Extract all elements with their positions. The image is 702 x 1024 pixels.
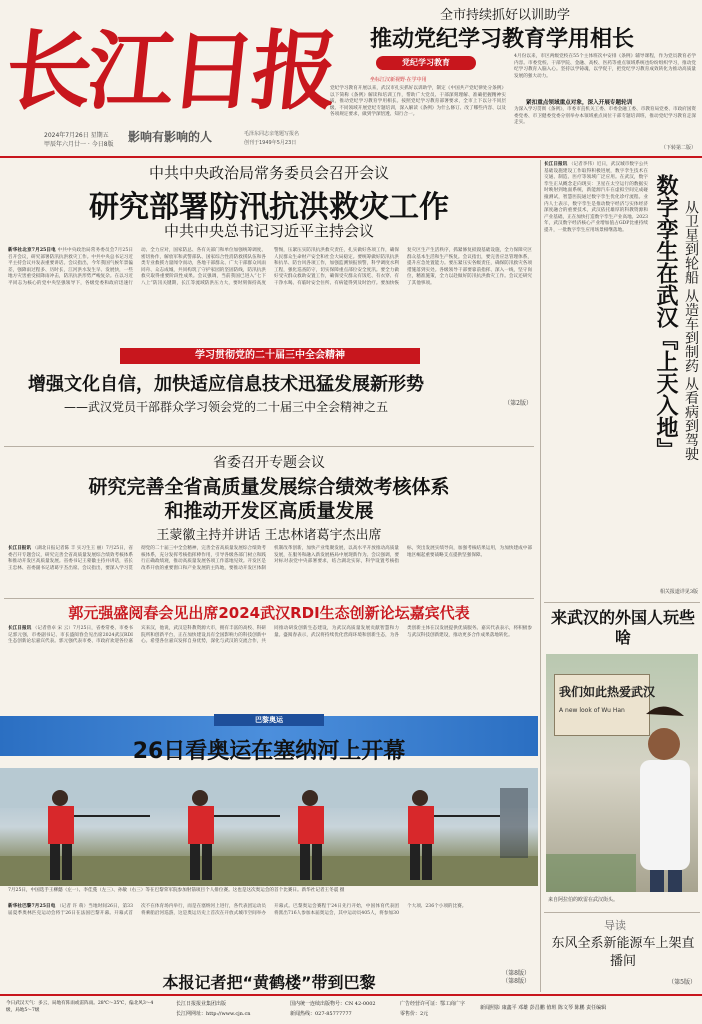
bottom-headline: 本报记者把“黄鹤楼”带到巴黎 xyxy=(162,973,376,992)
province-dateline: 长江日报讯 xyxy=(8,546,31,551)
right-dateline: 长江日报讯 xyxy=(544,162,568,167)
guide-jump: （第5版） xyxy=(668,979,696,986)
rdi-body xyxy=(8,626,532,708)
right-column xyxy=(542,160,702,600)
olympics-jump: （第8版） xyxy=(502,970,530,977)
footer-phone: 新闻热线：027-85777777 xyxy=(290,1011,352,1017)
footer-address: 长江网网址：http://www.cjn.cn xyxy=(176,1011,251,1017)
province-headline2: 和推动开发区高质量发展 xyxy=(164,500,374,522)
masthead-founded: 毛泽东同志亲笔题写报名 xyxy=(244,131,300,137)
olympics-caption: 7月25日，中国选手王柳懿（左一）、李佳蔓（左三）、孙敏（右三）等在巴黎荣军院参加射箭项目个人排位赛。这也是这次奥运会的首个比赛日。新华社记者王冬震 摄 xyxy=(8,888,345,893)
olympics-headline: 26日看奥运在塞纳河上开幕 xyxy=(132,739,406,764)
lead-body-text: 中共中央政治局常务委员会7月25日召开会议，研究部署防汛抗洪救灾工作。中共中央总书记习近平主持会议并发表重要讲话。会议指出，今年我国气候年景偏差，强降雨过程多、历时长，江河洪水发生早、发展快，一些地方灾害重受损降雨冲击，防汛抗洪形势严峻复杂。在以习近平同志为核心的党中央坚强领导下，各级党委和政府迅速行动、全力应对，国家防总、各有关部门和单位加强统筹调度、密切协作，解放军和武警部队、国家综合性消防救援队伍和各类专业救援力量闻令而动，各地干部群众、广大干部群众风雨同舟、众志成城，共同构筑了守护家园的坚固防线，防汛抗洪救灾取得重要阶段性成果。会议强调，当前我国已进入“七下八上”防汛关键期，长江等流域防洪压力大，要时刻保持高度警惕，压紧压实防汛抗洪救灾责任，扎实做好各项工作，确保人民群众生命财产安全和社会大局稳定。要统筹做好防汛抗洪和抗旱、防台风各项工作，加强监测预报预警，科学调度水利工程，强化巡查防守，切实保障重点部位安全度汛。要全力做好受灾群众救助安置工作，确保受灾群众有饭吃、有衣穿、有干净水喝、有临时安全住所、有病能得到及时治疗。要加快恢复灾区生产生活秩序，抓紧修复损毁基础设施，全力保障灾区群众基本生活和生产恢复。会议指出，要完善应急管理体系，提升应急处置能力。要压紧压实各级责任，确保防汛救灾各项措施落到实处。各级领导干部要靠前指挥、深入一线，坚守岗位，精准施策，全力以赴做好防汛抗洪救灾工作。会议还研究了其他事项。 xyxy=(8,248,532,286)
province-body xyxy=(8,546,532,594)
study-banner: 学习贯彻党的二十届三中全会精神 xyxy=(120,348,420,364)
province-body-text: （湖北日报记者陈 丰 实习生王 丽）7月25日，省委召开专题会议，研究完善全省高质量发展综合绩效考核体系和推动开发区高质量发展。省委书记王蒙徽主持并讲话，省长王忠林、省委副书记诸葛宇杰出席。会议指出，要深入学习贯彻党的二十届三中全会精神，完善全省高质量发展综合绩效考核体系，充分发挥考核指挥棒作用，引导各级各部门树立和践行正确政绩观，推动高质量发展各项工作落地见效。开发区是改革开放的重要窗口和产业发展的主阵地，要推动开发区体制机制改革创新，加快产业集聚发展，以高水平开放推动高质量发展，在服务和融入新发展格局中展现新作为。会议强调，要对标对表党中央部署要求，结合湖北实际，科学设置考核指标，突出发展实绩导向，加强考核结果运用，为加快建成中部地区崛起重要战略支点提供坚强保障。 xyxy=(8,546,532,571)
top-story-kicker: 全市持续抓好以训助学 xyxy=(440,8,571,23)
sign-text-en: A new look of Wu Han xyxy=(559,707,625,714)
footer-sections: 新闻照影 康鑫平 邓雄 彭昌鹏 值班 陈文琴 陈鹏 责任编辑 xyxy=(480,1005,607,1011)
study-subhead: ——武汉党员干部群众学习领会党的二十届三中全会精神之五 xyxy=(64,400,389,414)
olympics-section xyxy=(0,712,538,992)
province-story xyxy=(0,448,538,596)
top-story-headline: 推动党纪学习教育学用相长 xyxy=(370,27,635,52)
study-section xyxy=(0,366,538,446)
footer-price: 零售价：2元 xyxy=(400,1011,429,1017)
rdi-headline: 郭元强盛阅春会见出席2024武汉RDI生态创新论坛嘉宾代表 xyxy=(68,604,470,622)
archery-photo xyxy=(0,768,538,886)
masthead-date: 2024年7月26日 星期五 xyxy=(44,132,109,139)
top-story-body-left: 党纪学习教育开展以来，武汉市扎实抓好以训助学，制定《中国共产党纪律处分条例》以下简称《条例》解读和培训工作，帮助广大党员、干部深刻理解、准确把握精神实质，推动党纪学习教育学用相长。按照党纪学习教育部署要求，全市上下以分不同层级、不同领域开展党纪专题培训，深入解读《条例》为什么修订、改了哪些内容、以及各项规定要求，做到学深悟透、知行合一。 xyxy=(330,86,506,118)
top-story-body-right2: 为深入学习贯彻《条例》，市委市直机关工委、市委金融工委、市教育局党委、市政府国资委党委、市卫健委党委分别举办本领域重点岗位干部专题培训班，推动党纪学习教育走深走实。 xyxy=(514,107,696,126)
lead-story xyxy=(0,160,538,346)
rdi-story xyxy=(0,600,538,710)
province-subhead: 王蒙徽主持并讲话 王忠林诸葛宇杰出席 xyxy=(156,528,382,543)
right-sidebar-text: 从卫星到轮船 从造车到制药 从看病到驾驶 xyxy=(683,200,699,461)
foreigners-photo xyxy=(546,654,698,892)
guide-box xyxy=(544,912,700,992)
top-story-subtag: 坐标江汉新视野·在学中用 xyxy=(370,77,427,83)
bottom-jump: （第8版） xyxy=(502,978,530,985)
olympics-dateline: 新华社巴黎7月25日电 xyxy=(8,904,56,909)
logo: 长江日报 xyxy=(0,21,340,122)
province-headline1: 研究完善全省高质量发展综合绩效考核体系 xyxy=(88,476,450,498)
lead-subhead: 中共中央总书记习近平主持会议 xyxy=(163,222,374,240)
study-jump: （第2版） xyxy=(504,400,532,407)
footer-publisher: 长江日报报业集团出版 xyxy=(176,1001,227,1007)
guide-label: 导读 xyxy=(604,919,626,932)
footer xyxy=(0,994,702,1024)
foreigners-story xyxy=(542,606,702,912)
right-body-text: （记者李伟）近日，武汉城市数字公共基础设施建设工作取得积极进展，数字孪生技术在交通、制造、医疗等领域广泛应用。在武汉，数字孪生正从概念走向现实：卫星在太空运行的数据实时映射到地面系统，新能源汽车在虚拟空间完成碰撞测试，智慧医院通过数字孪生优化诊疗流程。业内人士表示，数字孪生是推动数字经济与实体经济深度融合的重要技术，武汉依托雄厚的科教资源和产业基础，正在加快打造数字孪生产业高地。2023年，武汉数字经济核心产业增加值占GDP比重持续提升，一批数字孪生应用场景相继落地。 xyxy=(544,162,648,233)
lead-kicker: 中共中央政治局常务委员会召开会议 xyxy=(148,164,389,182)
rdi-body-text: （记者曾卓 宋 云）7月25日，省委常委、市委书记郭元强，市委副书记、市长盛阅春会见出席2024武汉RDI生态创新论坛嘉宾代表。郭元强代表市委、市政府欢迎各位嘉宾来汉，他说，武汉是科教资源大市，拥有丰富的高校、科研院所和创新平台，正在加快建设具有全国影响力的科技创新中心。希望各位嘉宾发挥自身优势，深化与武汉的交流合作，共同推动研发创新生态建设，为武汉高质量发展贡献智慧和力量。盛阅春表示，武汉将持续优化营商环境和创新生态，为各类创新主体在汉发展提供优质服务。嘉宾代表表示，将积极参与武汉科技创新建设，推动更多合作成果落地转化。 xyxy=(8,626,532,645)
lead-body xyxy=(8,248,532,344)
footer-weather: 今日武汉天气：多云，局地有阵雨或雷阵雨。28℃～35℃，偏北风3～4级，局地5～7级 xyxy=(6,1001,154,1013)
right-body xyxy=(544,162,648,582)
footer-ad: 广告经营许可证：鄂工商广字 xyxy=(400,1001,466,1007)
foreigners-caption: 来自阿拉伯的欧雷在武汉街头。 xyxy=(548,897,619,903)
top-story xyxy=(330,4,698,154)
masthead-lunar: 甲辰年六月廿一 · 今日8版 xyxy=(44,141,114,148)
divider-province xyxy=(4,598,534,599)
foreigners-headline: 来武汉的外国人玩些啥 xyxy=(550,608,695,647)
divider-right xyxy=(544,602,700,603)
masthead xyxy=(0,0,360,160)
olympics-banner-label: 巴黎奥运 xyxy=(214,714,324,726)
right-headline: 数字孪生在武汉『上天入地』 xyxy=(653,174,678,460)
footer-hotline: 国内统一连续出版物号：CN 42-0002 xyxy=(290,1001,376,1007)
top-story-subhead: 紧扣重点领域重点对象，深入开展专题轮训 xyxy=(526,100,633,106)
lead-dateline: 新华社北京7月25日电 xyxy=(8,248,56,253)
olympics-body xyxy=(8,904,532,966)
divider-vertical xyxy=(540,160,541,992)
rdi-dateline: 长江日报讯 xyxy=(8,626,32,631)
top-story-tag: 党纪学习教育 xyxy=(376,56,476,70)
guide-headline: 东风全系新能源车上架直播间 xyxy=(551,936,695,969)
visitor-figure xyxy=(640,706,690,892)
divider-study xyxy=(4,446,534,447)
bottom-story xyxy=(0,966,538,992)
masthead-founded2: 创刊于1949年5月23日 xyxy=(244,140,297,146)
masthead-slogan: 影响有影响的人 xyxy=(128,130,213,144)
top-story-body-right: 4月份以来，市区两级党校在55个主体班次中安排《条例》辅导课程，作为党员教育必学内容。市委党校、干部学院、金融、高校、医药等重点领域系统也纷纷组织学习，推动党纪学习教育入脑入心。坚持以学铸魂，以学促干，把党纪学习教育成效转化为推动高质量发展的强大动力。 xyxy=(514,54,696,79)
top-story-jump: （下转第二版） xyxy=(660,145,696,151)
study-headline: 增强文化自信，加快适应信息技术迅猛发展新形势 xyxy=(28,374,424,395)
sign-text-cn: 我们如此热爱武汉 xyxy=(559,685,656,699)
province-kicker: 省委召开专题会议 xyxy=(213,455,325,471)
right-jump: 相关报道详见3版 xyxy=(659,589,698,595)
lead-headline: 研究部署防汛抗洪救灾工作 xyxy=(89,190,449,225)
divider-top xyxy=(0,156,702,158)
olympics-body-text: （记者 许 萌）当地时间26日，第33届夏季奥林匹克运动会将于26日在法国巴黎开幕。开幕式首次不在体育场内举行，而是在塞纳河上进行，各代表团运动员将乘船沿河巡游，这是奥运历史上首次在开放式城市空间举办开幕式。巴黎奥运会赛程于24日先行开始，中国体育代表团将派出716人参加本届奥运会，其中运动员405人，将参加30个大项、236个小项的比赛。 xyxy=(8,904,467,916)
